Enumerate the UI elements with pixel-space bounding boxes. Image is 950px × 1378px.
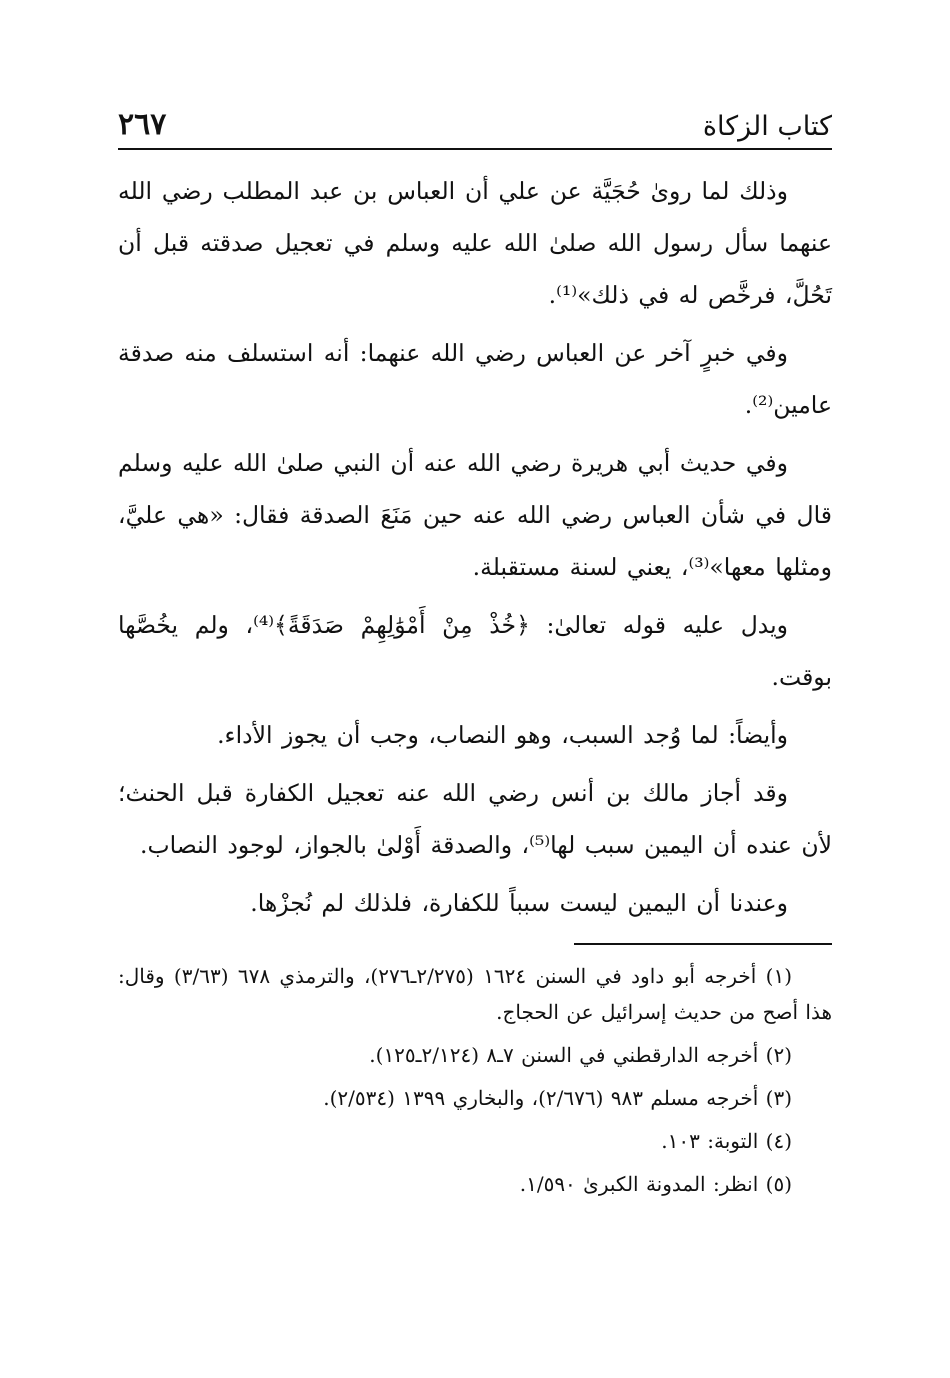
- page-header: [118, 92, 832, 150]
- footnote: (١) أخرجه أبو داود في السنن ١٦٢٤ (٢/٢٧٥ـ٢٧٦)، والترمذي ٦٧٨ (٣/٦٣) وقال: هذا أصح من حديث إسرائيل عن الحجاج.: [118, 964, 832, 1024]
- paragraph: وأيضاً: لما وُجد السبب، وهو النصاب، وجب أن يجوز الأداء.: [217, 721, 788, 749]
- paragraph: وقد أجاز مالك بن أنس رضي الله عنه تعجيل الكفارة قبل الحنث؛ لأن عنده أن اليمين سبب لها⁽⁵⁾، والصدقة أَوْلىٰ بالجواز، لوجود النصاب.: [118, 779, 832, 859]
- paragraph-quran-verse: ويدل عليه قوله تعالىٰ: ﴿خُذْ مِنْ أَمْوَٰلِهِمْ صَدَقَةً﴾⁽⁴⁾، ولم يخُصَّها بوقت.: [118, 611, 832, 691]
- footnote: (٢) أخرجه الدارقطني في السنن ٧ـ٨ (٢/١٢٤ـ١٢٥).: [369, 1043, 792, 1067]
- paragraph: وفي خبرٍ آخر عن العباس رضي الله عنهما: أنه استسلف منه صدقة عامين⁽²⁾.: [118, 339, 832, 419]
- footnote: (٤) التوبة: ١٠٣.: [661, 1129, 792, 1153]
- running-title: كتاب الزكاة: [702, 111, 832, 142]
- footnotes: [118, 958, 832, 1209]
- paragraph: وفي حديث أبي هريرة رضي الله عنه أن النبي صلىٰ الله عليه وسلم قال في شأن العباس رضي الله عنه حين مَنَعَ الصدقة فقال: «هي عليَّ، ومثلها معها»⁽³⁾، يعني لسنة مستقبلة.: [118, 449, 832, 581]
- paragraph: وعندنا أن اليمين ليست سبباً للكفارة، فلذلك لم نُجزْها.: [250, 889, 788, 917]
- main-text: [118, 165, 832, 929]
- paragraph: وذلك لما روىٰ حُجَيَّة عن علي أن العباس بن عبد المطلب رضي الله عنهما سأل رسول الله صلىٰ الله عليه وسلم في تعجيل صدقته قبل أن تَحُلَّ، فرخَّص له في ذلك»⁽¹⁾.: [118, 177, 832, 309]
- footnote: (٣) أخرجه مسلم ٩٨٣ (٢/٦٧٦)، والبخاري ١٣٩٩ (٢/٥٣٤).: [323, 1086, 792, 1110]
- footnote: (٥) انظر: المدونة الكبرىٰ ١/٥٩٠.: [519, 1172, 792, 1196]
- page-number: ٢٦٧: [118, 107, 167, 142]
- footnote-separator: [574, 943, 832, 945]
